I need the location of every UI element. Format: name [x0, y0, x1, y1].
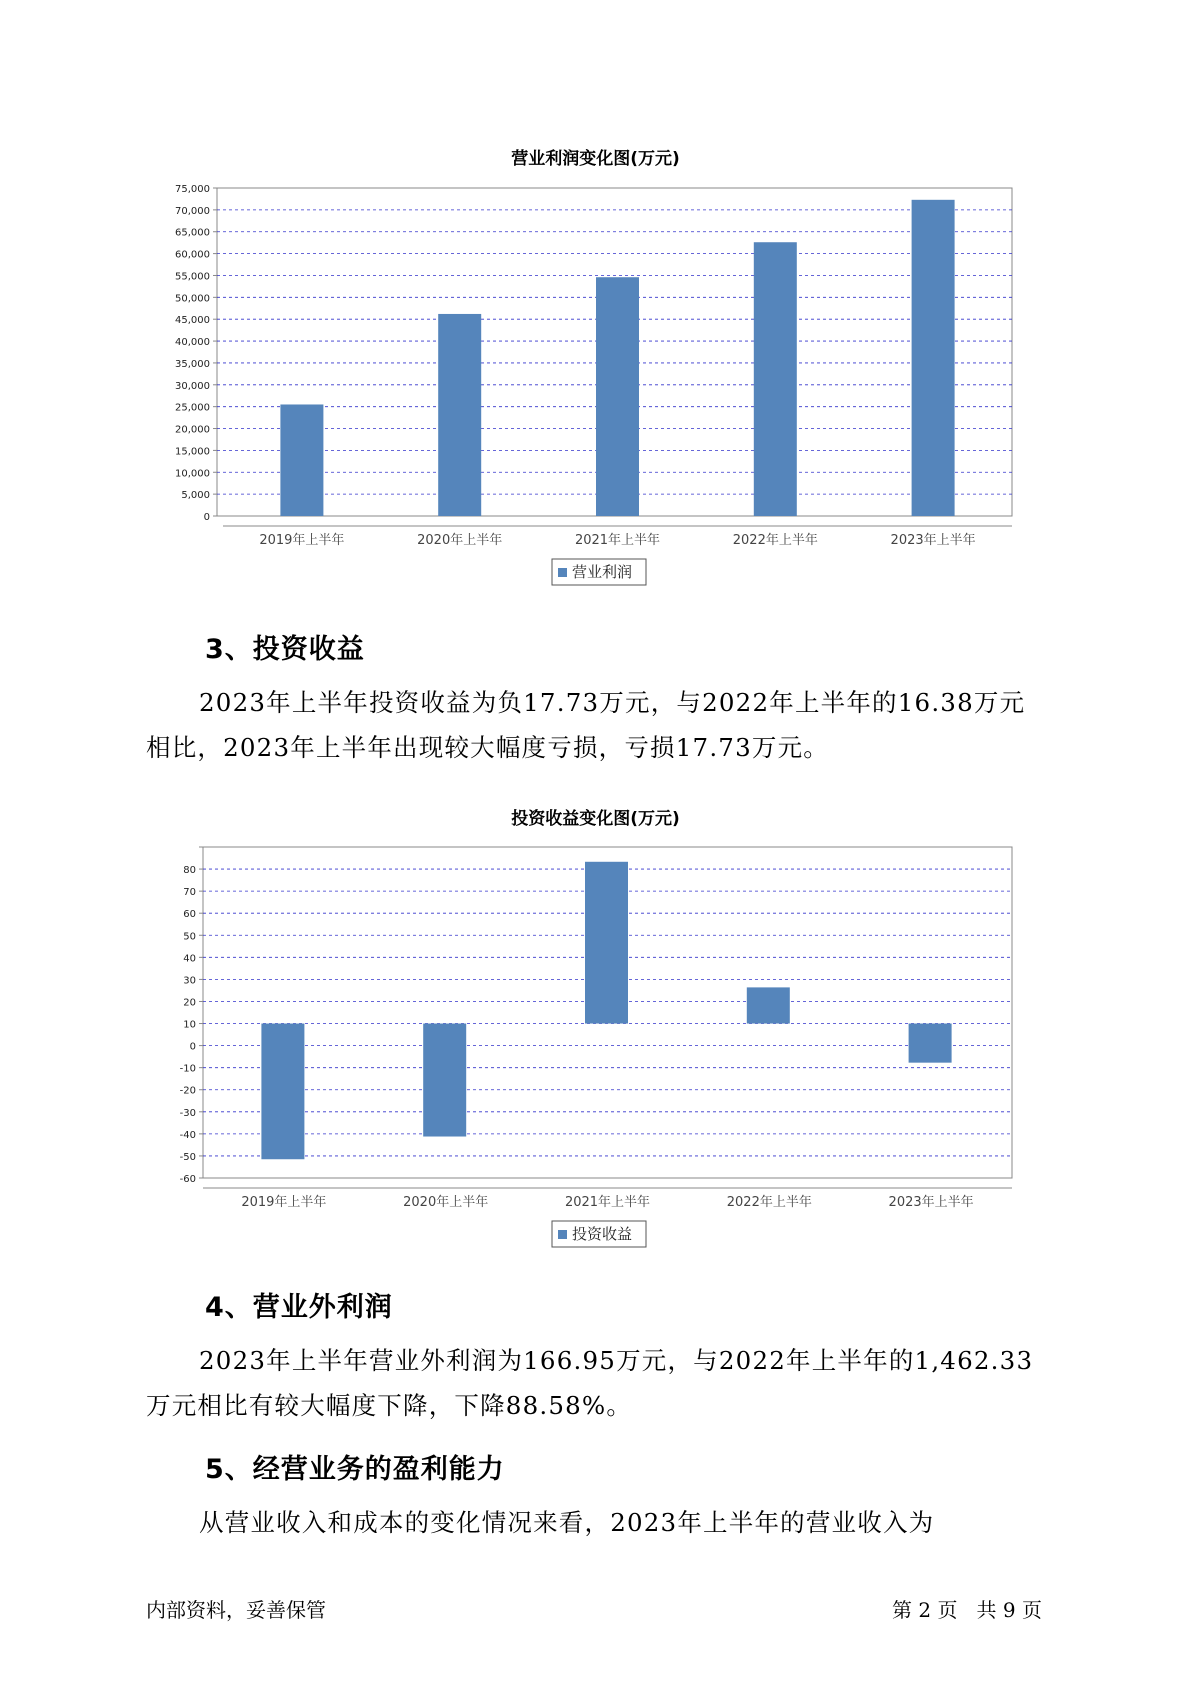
- y-tick-label: 15,000: [175, 446, 210, 458]
- y-tick-label: 0: [203, 512, 210, 523]
- legend: [552, 1221, 646, 1247]
- x-tick-label: 2020年上半年: [403, 1195, 489, 1210]
- chart1-title: 营业利润变化图(万元): [511, 149, 680, 169]
- legend-label: 营业利润: [572, 563, 633, 581]
- y-tick-label: 50: [183, 931, 196, 943]
- y-tick-label: 5,000: [181, 490, 210, 502]
- x-tick-label: 2021年上半年: [574, 533, 661, 548]
- legend-swatch: [558, 1230, 567, 1239]
- section4-paragraph: 2023年上半年营业外利润为166.95万元，与2022年上半年的1,462.33万元相比有较大幅度下降，下降88.58%。: [146, 1346, 1034, 1420]
- y-tick-label: 40: [183, 953, 196, 965]
- chart2-title: 投资收益变化图(万元): [511, 809, 680, 829]
- y-tick-label: 30,000: [175, 380, 210, 392]
- section5-heading: 5、经营业务的盈利能力: [205, 1454, 505, 1485]
- section4-heading: 4、营业外利润: [205, 1292, 393, 1323]
- y-tick-label: 25,000: [175, 402, 210, 414]
- y-tick-label: 60,000: [175, 249, 210, 261]
- bar: [909, 1024, 952, 1063]
- x-tick-label: 2022年上半年: [726, 1195, 812, 1210]
- y-tick-label: 10: [183, 1019, 196, 1031]
- y-tick-label: 35,000: [175, 358, 210, 370]
- bar: [747, 987, 790, 1023]
- section3-paragraph: 2023年上半年投资收益为负17.73万元，与2022年上半年的16.38万元相比，2023年上半年出现较大幅度亏损，亏损17.73万元。: [146, 688, 1026, 762]
- bar: [423, 1024, 466, 1137]
- y-tick-label: 70: [183, 887, 196, 899]
- y-tick-label: 55,000: [175, 271, 210, 283]
- y-tick-label: -60: [179, 1174, 196, 1185]
- y-tick-label: 20: [183, 997, 196, 1009]
- y-tick-label: 75,000: [175, 184, 210, 195]
- y-tick-label: -40: [179, 1129, 196, 1141]
- x-tick-label: 2023年上半年: [890, 533, 976, 548]
- bar: [585, 862, 628, 1024]
- y-tick-label: 65,000: [175, 227, 210, 239]
- x-tick-label: 2020年上半年: [417, 533, 503, 548]
- footer-note: 内部资料，妥善保管: [146, 1598, 326, 1622]
- x-tick-label: 2019年上半年: [259, 533, 345, 548]
- legend-label: 投资收益: [572, 1225, 633, 1243]
- y-tick-label: 20,000: [175, 424, 210, 436]
- x-tick-label: 2023年上半年: [888, 1195, 974, 1210]
- y-tick-label: 40,000: [175, 337, 210, 349]
- y-tick-label: -50: [179, 1151, 196, 1163]
- y-tick-label: 45,000: [175, 315, 210, 327]
- bar: [261, 1024, 304, 1160]
- y-tick-label: -20: [179, 1085, 196, 1097]
- y-tick-label: -30: [179, 1107, 196, 1119]
- y-tick-label: 50,000: [175, 293, 210, 305]
- y-tick-label: 60: [183, 909, 196, 921]
- y-tick-label: 10,000: [175, 468, 210, 480]
- x-tick-label: 2019年上半年: [241, 1195, 327, 1210]
- y-tick-label: 80: [183, 865, 196, 877]
- page-number: 第 2 页 共 9 页: [892, 1598, 1042, 1622]
- section5-paragraph: 从营业收入和成本的变化情况来看，2023年上半年的营业收入为: [199, 1508, 935, 1537]
- y-tick-label: -10: [179, 1063, 196, 1075]
- y-tick-label: 30: [183, 975, 196, 987]
- section3-heading: 3、投资收益: [205, 634, 365, 665]
- x-tick-label: 2022年上半年: [732, 533, 818, 548]
- x-tick-label: 2021年上半年: [564, 1195, 651, 1210]
- y-tick-label: 0: [189, 1041, 196, 1053]
- y-tick-label: 70,000: [175, 205, 210, 217]
